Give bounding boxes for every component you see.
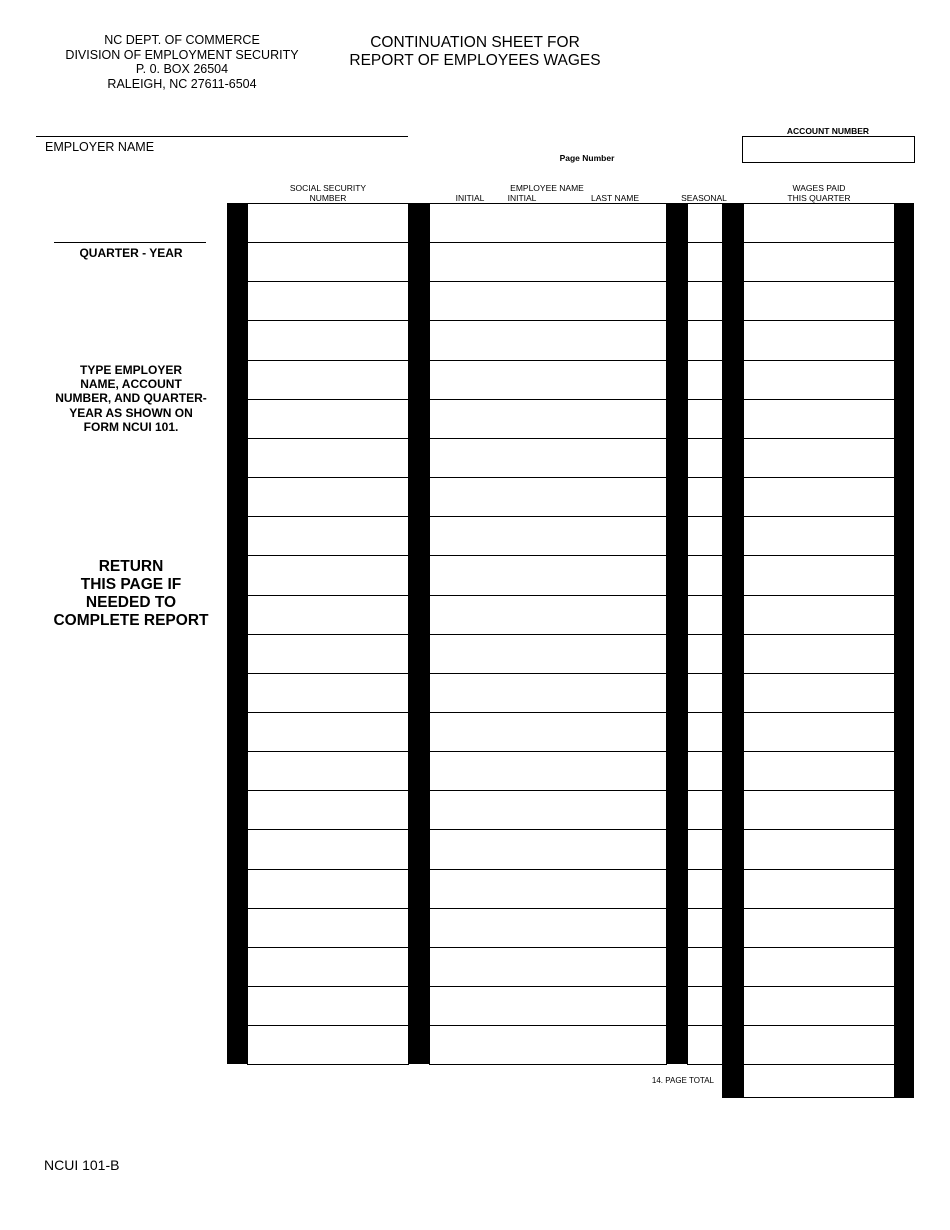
agency-line-1: NC DEPT. OF COMMERCE bbox=[104, 33, 260, 47]
page-total-label: 14. PAGE TOTAL bbox=[651, 1076, 714, 1085]
wages-cell[interactable] bbox=[743, 673, 895, 713]
instructions-line-2: NAME, ACCOUNT bbox=[80, 377, 182, 392]
seasonal-cell[interactable] bbox=[687, 399, 723, 439]
employee-name-cell[interactable] bbox=[429, 516, 667, 556]
seasonal-cell[interactable] bbox=[687, 477, 723, 517]
ssn-cell[interactable] bbox=[247, 203, 409, 243]
wages-cell[interactable] bbox=[743, 634, 895, 674]
employee-name-cell[interactable] bbox=[429, 712, 667, 752]
ssn-cell[interactable] bbox=[247, 634, 409, 674]
ssn-cell[interactable] bbox=[247, 869, 409, 909]
employee-name-cell[interactable] bbox=[429, 986, 667, 1026]
last-name-header: LAST NAME bbox=[590, 193, 640, 203]
column-bar-right bbox=[894, 203, 914, 1098]
employee-name-cell[interactable] bbox=[429, 399, 667, 439]
wages-cell[interactable] bbox=[743, 516, 895, 556]
wages-cell[interactable] bbox=[743, 203, 895, 243]
seasonal-cell[interactable] bbox=[687, 829, 723, 870]
employee-name-cell[interactable] bbox=[429, 320, 667, 361]
wages-cell[interactable] bbox=[743, 438, 895, 478]
return-note-line-4: COMPLETE REPORT bbox=[53, 612, 209, 629]
wages-cell[interactable] bbox=[743, 399, 895, 439]
ssn-cell[interactable] bbox=[247, 751, 409, 791]
agency-line-3: P. 0. BOX 26504 bbox=[135, 62, 229, 76]
seasonal-cell[interactable] bbox=[687, 203, 723, 243]
employee-name-cell[interactable] bbox=[429, 360, 667, 400]
form-title-line-2: REPORT OF EMPLOYEES WAGES bbox=[349, 52, 601, 69]
wages-cell[interactable] bbox=[743, 869, 895, 909]
employee-name-cell[interactable] bbox=[429, 203, 667, 243]
seasonal-cell[interactable] bbox=[687, 751, 723, 791]
quarter-year-label: QUARTER - YEAR bbox=[79, 246, 183, 260]
first-initial-header: INITIAL bbox=[455, 193, 485, 203]
form-title-line-1: CONTINUATION SHEET FOR bbox=[370, 34, 580, 51]
column-bar-seasonal bbox=[722, 203, 743, 1098]
ssn-cell[interactable] bbox=[247, 790, 409, 830]
wages-header-line-1: WAGES PAID bbox=[792, 183, 846, 193]
ssn-cell[interactable] bbox=[247, 986, 409, 1026]
employee-name-cell[interactable] bbox=[429, 634, 667, 674]
employee-name-cell[interactable] bbox=[429, 438, 667, 478]
employee-name-cell[interactable] bbox=[429, 751, 667, 791]
employee-name-cell[interactable] bbox=[429, 595, 667, 635]
wages-cell[interactable] bbox=[743, 986, 895, 1026]
account-number-label: ACCOUNT NUMBER bbox=[786, 126, 870, 136]
ssn-cell[interactable] bbox=[247, 320, 409, 361]
ssn-cell[interactable] bbox=[247, 947, 409, 987]
seasonal-cell[interactable] bbox=[687, 634, 723, 674]
wages-header-line-2: THIS QUARTER bbox=[787, 192, 851, 203]
employee-name-cell[interactable] bbox=[429, 947, 667, 987]
wages-cell[interactable] bbox=[743, 790, 895, 830]
seasonal-cell[interactable] bbox=[687, 1025, 723, 1065]
ssn-cell[interactable] bbox=[247, 399, 409, 439]
ssn-cell[interactable] bbox=[247, 712, 409, 752]
wages-cell[interactable] bbox=[743, 360, 895, 400]
seasonal-cell[interactable] bbox=[687, 790, 723, 830]
wages-cell[interactable] bbox=[743, 281, 895, 321]
agency-line-2: DIVISION OF EMPLOYMENT SECURITY bbox=[65, 47, 299, 62]
employee-name-header: EMPLOYEE NAME bbox=[510, 183, 584, 193]
return-note-line-1: RETURN bbox=[98, 558, 164, 575]
employee-name-cell[interactable] bbox=[429, 908, 667, 948]
seasonal-header: SEASONAL bbox=[681, 193, 727, 203]
wages-cell[interactable] bbox=[743, 595, 895, 635]
column-bar-name bbox=[666, 203, 687, 1064]
ssn-cell[interactable] bbox=[247, 673, 409, 713]
column-bar-left bbox=[227, 203, 247, 1064]
employee-name-cell[interactable] bbox=[429, 281, 667, 321]
wages-cell[interactable] bbox=[743, 947, 895, 987]
return-note-line-2: THIS PAGE IF bbox=[80, 576, 182, 593]
ssn-header-line-2: NUMBER bbox=[309, 192, 347, 203]
wages-cell[interactable] bbox=[743, 242, 895, 282]
seasonal-cell[interactable] bbox=[687, 281, 723, 321]
wages-cell[interactable] bbox=[743, 829, 895, 870]
employee-name-cell[interactable] bbox=[429, 673, 667, 713]
seasonal-cell[interactable] bbox=[687, 555, 723, 596]
seasonal-cell[interactable] bbox=[687, 673, 723, 713]
instructions-line-5: FORM NCUI 101. bbox=[83, 419, 179, 434]
page-total-cell[interactable] bbox=[743, 1064, 895, 1098]
ssn-header-line-1: SOCIAL SECURITY bbox=[289, 183, 367, 193]
seasonal-cell[interactable] bbox=[687, 595, 723, 635]
column-bar-ssn bbox=[408, 203, 429, 1064]
ssn-cell[interactable] bbox=[247, 595, 409, 635]
ssn-cell[interactable] bbox=[247, 829, 409, 870]
seasonal-cell[interactable] bbox=[687, 360, 723, 400]
ssn-cell[interactable] bbox=[247, 281, 409, 321]
seasonal-cell[interactable] bbox=[687, 947, 723, 987]
page-number-label: Page Number bbox=[559, 153, 615, 163]
ssn-cell[interactable] bbox=[247, 516, 409, 556]
instructions-line-1: TYPE EMPLOYER bbox=[79, 363, 183, 377]
employee-name-cell[interactable] bbox=[429, 869, 667, 909]
return-note-line-3: NEEDED TO bbox=[85, 594, 177, 611]
wages-cell[interactable] bbox=[743, 751, 895, 791]
ssn-cell[interactable] bbox=[247, 477, 409, 517]
employee-name-cell[interactable] bbox=[429, 242, 667, 282]
ssn-cell[interactable] bbox=[247, 1025, 409, 1065]
seasonal-cell[interactable] bbox=[687, 908, 723, 948]
ssn-cell[interactable] bbox=[247, 555, 409, 596]
wages-cell[interactable] bbox=[743, 712, 895, 752]
employer-name-label: EMPLOYER NAME bbox=[45, 140, 155, 154]
middle-initial-header: INITIAL bbox=[507, 193, 537, 203]
employee-name-cell[interactable] bbox=[429, 790, 667, 830]
ssn-cell[interactable] bbox=[247, 242, 409, 282]
agency-line-4: RALEIGH, NC 27611-6504 bbox=[107, 76, 257, 91]
employee-name-cell[interactable] bbox=[429, 555, 667, 596]
seasonal-cell[interactable] bbox=[687, 320, 723, 361]
form-code: NCUI 101-B bbox=[44, 1157, 120, 1173]
employee-name-cell[interactable] bbox=[429, 477, 667, 517]
ssn-cell[interactable] bbox=[247, 360, 409, 400]
seasonal-cell[interactable] bbox=[687, 242, 723, 282]
ssn-cell[interactable] bbox=[247, 438, 409, 478]
wages-cell[interactable] bbox=[743, 1025, 895, 1065]
wages-cell[interactable] bbox=[743, 908, 895, 948]
instructions-line-4: YEAR AS SHOWN ON bbox=[69, 405, 193, 420]
wages-cell[interactable] bbox=[743, 477, 895, 517]
employee-name-cell[interactable] bbox=[429, 1025, 667, 1065]
seasonal-cell[interactable] bbox=[687, 516, 723, 556]
seasonal-cell[interactable] bbox=[687, 986, 723, 1026]
wages-cell[interactable] bbox=[743, 555, 895, 596]
wages-cell[interactable] bbox=[743, 320, 895, 361]
employee-name-cell[interactable] bbox=[429, 829, 667, 870]
seasonal-cell[interactable] bbox=[687, 712, 723, 752]
seasonal-cell[interactable] bbox=[687, 869, 723, 909]
seasonal-cell[interactable] bbox=[687, 438, 723, 478]
ssn-cell[interactable] bbox=[247, 908, 409, 948]
instructions-line-3: NUMBER, AND QUARTER- bbox=[55, 391, 207, 406]
